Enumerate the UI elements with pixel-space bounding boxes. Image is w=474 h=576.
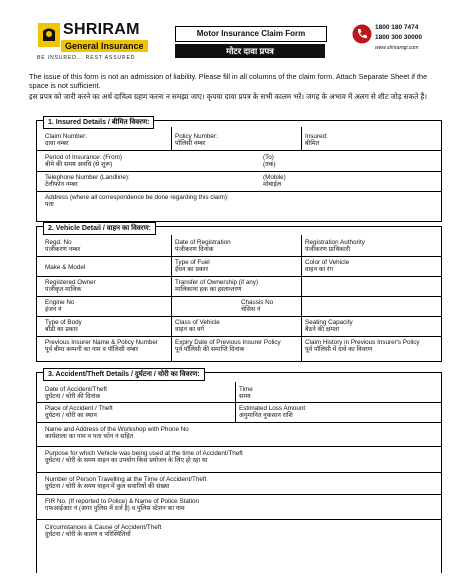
body-type-label: Type of Body xyxy=(45,319,82,326)
vehicle-color-label-hindi: वाहन का रंग xyxy=(305,266,334,273)
section-title: 3. Accident/Theft Details / दुर्घटना / चोरी का विवरण: xyxy=(43,368,205,381)
ownership-transfer-label-hindi: मालिकाना हक का हस्तान्तरण xyxy=(175,286,242,293)
brand-tagline: BE INSURED... REST ASSURED xyxy=(37,55,136,61)
address-label: Address (where all correspondence be done regarding this claim): xyxy=(45,194,229,201)
fuel-type-label: Type of Fuel xyxy=(175,259,210,266)
previous-policy-expiry-label-hindi: पूर्व पॉलिसी की समाप्ति दिनांक xyxy=(175,346,245,353)
claim-number-label: Claim Number: xyxy=(45,133,87,140)
vehicle-purpose-label-hindi: दुर्घटना / चोरी के समय वाहन का उपयोग किस प्रयोजन के लिए हो रहा था xyxy=(45,457,208,464)
claim-number-label-hindi: दावा नम्बर xyxy=(45,140,69,147)
contact-block xyxy=(352,22,440,56)
fir-label-hindi: एफआईआर नं (अगर पुलिस में दर्ज है) व पुलिस स्टेशन का नाम xyxy=(45,505,185,512)
brand-name: SHRIRAM xyxy=(63,21,140,38)
registration-authority-label: Registration Authority xyxy=(305,239,365,246)
insured-label-hindi: बीमित xyxy=(305,140,320,147)
claim-history-label: Claim History in Previous Insurer's Policy xyxy=(305,339,420,346)
estimated-loss-label: Estimated Loss Amount xyxy=(239,405,306,412)
accident-date-label-hindi: दुर्घटना / चोरी की दिनांक xyxy=(45,393,101,400)
period-of-insurance-label: Period of Insurance: (From) xyxy=(45,154,122,161)
mobile-label-hindi: मोबाईल xyxy=(263,181,281,188)
accident-date-label: Date of Accident/Theft xyxy=(45,386,107,393)
form-title: Motor Insurance Claim Form xyxy=(175,26,327,42)
vehicle-purpose-label: Purpose for which Vehicle was being used at the time of Accident/Theft xyxy=(45,450,243,457)
insured-details-section xyxy=(36,120,442,222)
engine-no-label-hindi: इंजन नं xyxy=(45,306,62,313)
form-title-hindi: मोटर दावा प्रपत्र xyxy=(175,44,325,58)
policy-number-label-hindi: पॉलिसी नम्बर xyxy=(175,140,206,147)
insured-label: Insured: xyxy=(305,133,328,140)
accident-time-label-hindi: समय xyxy=(239,393,251,400)
phone-icon xyxy=(352,24,372,44)
registered-owner-label: Registered Owner xyxy=(45,279,96,286)
telephone-label-hindi: टेलीफोन नम्बर xyxy=(45,181,78,188)
mobile-label: (Mobile) xyxy=(263,174,286,181)
previous-insurer-label-hindi: पूर्व बीमा कम्पनी का नाम व पॉलिसी नम्बर xyxy=(45,346,139,353)
registered-owner-label-hindi: पंजीकृत मालिक xyxy=(45,286,82,293)
estimated-loss-label-hindi: अनुमानित नुकसान राशि xyxy=(239,412,293,419)
workshop-label-hindi: कार्यशाला का नाम व पता फोन नं सहित xyxy=(45,433,134,440)
regd-no-label-hindi: पंजीकरण नम्बर xyxy=(45,246,81,253)
previous-policy-expiry-label: Expiry Date of Previous Insurer Policy xyxy=(175,339,281,346)
period-to-label-hindi: (तक) xyxy=(263,161,276,168)
company-logo xyxy=(37,22,162,62)
policy-number-label: Policy Number: xyxy=(175,133,218,140)
engine-no-label: Engine No xyxy=(45,299,75,306)
persons-travelling-label-hindi: दुर्घटना / चोरी के समय वाहन में कुल सवारियों की संख्या xyxy=(45,483,170,490)
body-type-label-hindi: बॉडी का प्रकार xyxy=(45,326,78,333)
registration-authority-label-hindi: पंजीकरण प्राधिकारी xyxy=(305,246,350,253)
make-model-label: Make & Model xyxy=(45,264,86,271)
ownership-transfer-label: Transfer of Ownership (if any) xyxy=(175,279,259,286)
regd-no-label: Regd. No xyxy=(45,239,72,246)
vehicle-detail-section xyxy=(36,226,442,362)
registration-date-label: Date of Registration xyxy=(175,239,231,246)
section-title: 1. Insured Details / बीमित विवरण: xyxy=(43,116,154,129)
section-title: 2. Vehicle Detail / वाहन का विवरण: xyxy=(43,222,156,235)
intro-text: The issue of this form is not an admission of liability. Please fill in all columns of the claim form. Attach Separate Sheet if the space is not sufficient. xyxy=(29,72,428,90)
toll-free-number-2: 1800 300 30000 xyxy=(375,34,422,41)
chassis-no-label: Chassis No xyxy=(241,299,274,306)
intro-text-hindi: इस प्रपत्र को जारी करने का अर्थ दायित्व ग्रहण करना न समझा जाए। कृपया दावा प्रपत्र के सभी कालम भरें। जगह के अभाव में अलग से शीट जोड़ सकते हैं। xyxy=(29,92,427,101)
address-label-hindi: पता xyxy=(45,201,54,208)
period-to-label: (To) xyxy=(263,154,274,161)
claim-history-label-hindi: पूर्व पॉलिसी में दावे का विवरण xyxy=(305,346,373,353)
fir-label: FIR No. (If reported to Police) & Name of Police Station xyxy=(45,498,199,505)
brand-subtitle: General Insurance xyxy=(61,40,148,52)
fuel-type-label-hindi: ईंधन का प्रकार xyxy=(175,266,209,273)
previous-insurer-label: Previous Insurer Name & Policy Number xyxy=(45,339,159,346)
seating-capacity-label-hindi: बैठने की क्षमता xyxy=(305,326,340,333)
vehicle-class-label: Class of Vehicle xyxy=(175,319,220,326)
vehicle-color-label: Color of Vehicle xyxy=(305,259,350,266)
website-link[interactable]: www.shriramgi.com xyxy=(375,45,419,51)
shriram-emblem-icon xyxy=(37,22,61,48)
telephone-label: Telephone Number (Landline): xyxy=(45,174,130,181)
toll-free-number-1: 1800 180 7474 xyxy=(375,24,419,31)
chassis-no-label-hindi: चेसिस नं xyxy=(241,306,261,313)
accident-place-label-hindi: दुर्घटना / चोरी का स्थान xyxy=(45,412,97,419)
accident-time-label: Time xyxy=(239,386,253,393)
seating-capacity-label: Seating Capacity xyxy=(305,319,353,326)
accident-theft-section xyxy=(36,372,442,573)
period-of-insurance-label-hindi: बीमे की समय अवधि (से शुरू) xyxy=(45,161,113,168)
vehicle-class-label-hindi: वाहन का वर्ग xyxy=(175,326,204,333)
workshop-label: Name and Address of the Workshop with Phone No xyxy=(45,426,189,433)
circumstances-label: Circumstances & Cause of Accident/Theft xyxy=(45,524,162,531)
accident-place-label: Place of Accident / Theft xyxy=(45,405,113,412)
circumstances-label-hindi: दुर्घटना / चोरी के कारण व परिस्थितियाँ xyxy=(45,531,131,538)
persons-travelling-label: Number of Person Travelling at the Time of Accident/Theft xyxy=(45,476,207,483)
registration-date-label-hindi: पंजीकरण दिनांक xyxy=(175,246,214,253)
